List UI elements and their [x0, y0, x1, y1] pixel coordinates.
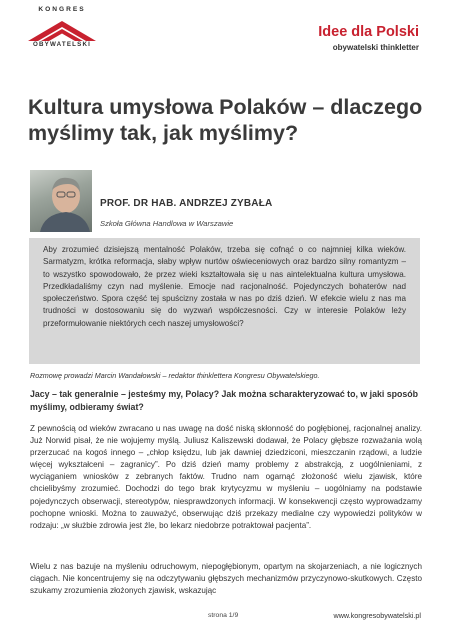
article-title: Kultura umysłowa Polaków – dlaczego myślimy tak, jak myślimy? [28, 95, 423, 145]
brand-title: Idee dla Polski [318, 24, 419, 40]
logo-bottom-text: OBYWATELSKI [32, 41, 92, 48]
author-name: PROF. DR HAB. ANDRZEJ ZYBAŁA [100, 198, 273, 209]
brand-subtitle: obywatelski thinkletter [332, 43, 419, 52]
interview-question: Jacy – tak generalnie – jesteśmy my, Polacy? Jak można scharakteryzować to, w jaki sposób myślimy, odbieramy świat? [30, 389, 419, 412]
body-paragraph: Z pewnością od wieków zwracano u nas uwagę na dość niską skłonność do pogłębionej, racjonalnej analizy. Już Norwid pisał, że nie wojujemy myślą. Juliusz Kaliszewski dodawał, że Polacy głębsze rozważania wolą przerzucać na kogoś innego – „chłop księdzu, lub jak dawniej dziedziconi, mieszczanin rządowi, a ludzie więcej wykształceni – zagranicy”. Po dziś dzień mamy problemy z abstrakcją, z uogólnieniami, z wyciąganiem wniosków z zebranych faktów. Trudno nam ogarnąć złożoność wielu zjawisk, które chcielibyśmy zrozumieć. Dochodzi do tego brak krytycyzmu w myśleniu – uogólniamy na podstawie pojedynczych obserwacji, stereotypów, niesprawdzonych informacji. W konsekwencji często wyprowadzamy pochopne wnioski. Można to zauważyć, obserwując dziś przekazy medialne czy wypowiedzi polityków w rodzaju: „w służbie zdrowia jest źle, bo lekarz niedobrze potraktował pacjenta”. [30, 424, 422, 530]
logo-arch-icon [28, 15, 96, 41]
page-number: strona 1/9 [208, 612, 239, 619]
lead-paragraph: Aby zrozumieć dzisiejszą mentalność Polaków, trzeba się cofnąć o co najmniej kilka wieków. Sarmatyzm, krótka reformacja, słaby wpływ nurtów oświeceniowych oraz bardzo silny romantyzm – to wszystko spowodowało, że przez wieki kształtowała się u nas aintelektualna kultura umysłowa. Przedkładaliśmy czyn nad myślenie. Emocje nad racjonalność. Pojedynczych bohaterów nad społeczeństwo. Spora część tej spuścizny została w nas po dziś dzień. W efekcie wielu z nas ma trudności w dostosowaniu się do wyzwań współczesności. Czy w interesie Polaków leży przeformułowanie niektórych cech naszej umysłowości? [29, 238, 420, 364]
interview-credit: Rozmowę prowadzi Marcin Wandałowski – redaktor thinklettera Kongresu Obywatelskiego. [30, 371, 320, 380]
author-affiliation: Szkoła Główna Handlowa w Warszawie [100, 219, 234, 228]
body-paragraph: Wielu z nas bazuje na myśleniu odruchowym, niepogłębionym, opartym na skojarzeniach, a nie logicznych ciągach. Nie koncentrujemy się na odczytywaniu głębszych mechanizmów przyczynowo-skutkowych. Często szukamy zrozumienia złożonych zjawisk, wskazując [30, 562, 422, 596]
kongres-logo [28, 6, 96, 50]
logo-top-text: KONGRES [38, 6, 86, 13]
author-photo [30, 170, 92, 232]
publication-brand [318, 24, 419, 52]
website-link[interactable]: www.kongresobywatelski.pl [333, 611, 421, 620]
